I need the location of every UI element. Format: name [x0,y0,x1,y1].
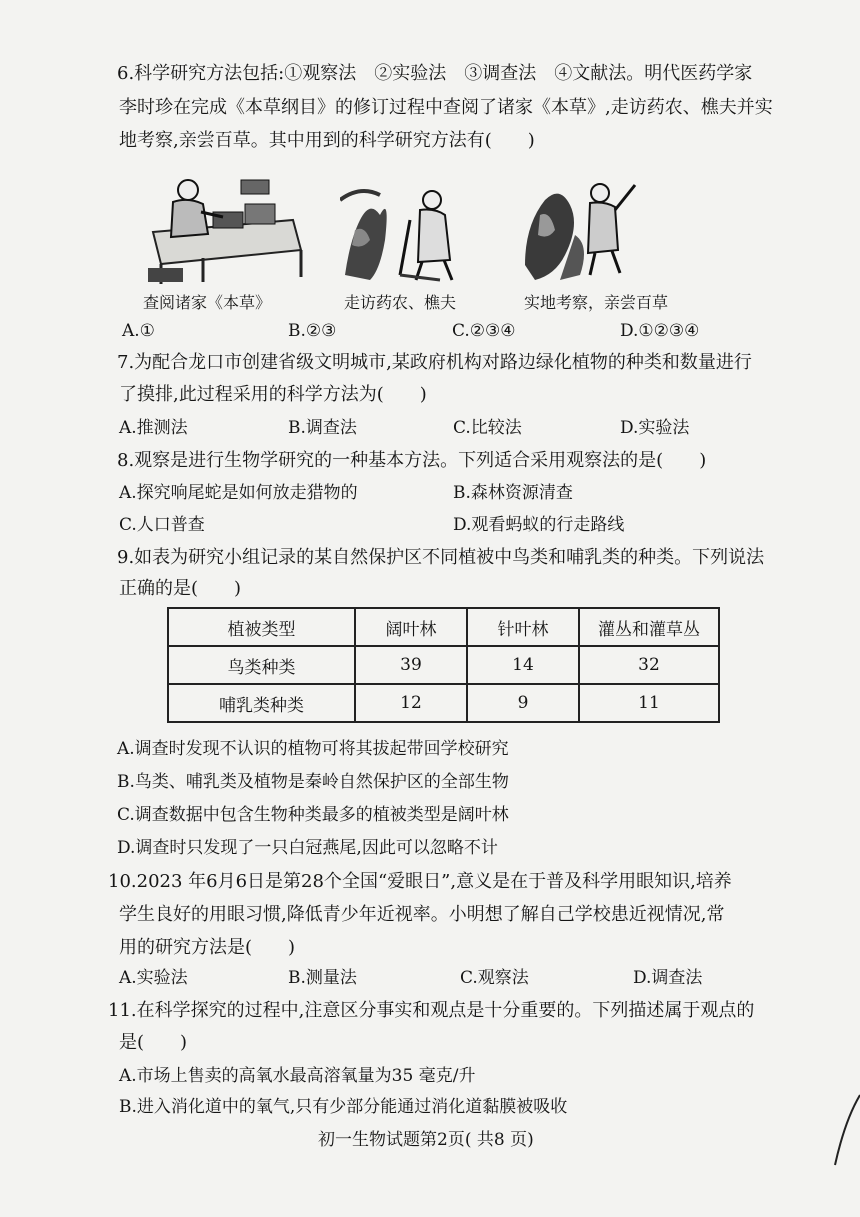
q6-caption-1: 查阅诸家《本草》 [143,293,272,312]
q11-line-1: 11.在科学探究的过程中,注意区分事实和观点是十分重要的。下列描述属于观点的 [108,1000,755,1021]
q9-option-b: B.鸟类、哺乳类及植物是秦岭自然保护区的全部生物 [117,772,509,792]
table-header-row [168,608,719,646]
table-cell: 32 [579,646,719,684]
q8-option-b: B.森林资源清查 [453,483,573,503]
q6-line-2: 李时珍在完成《本草纲目》的修订过程中查阅了诸家《本草》,走访药农、樵夫并实 [119,97,773,118]
q7-line-2: 了摸排,此过程采用的科学方法为( ) [119,384,427,405]
q6-option-a: A.① [122,321,155,341]
q10-option-c: C.观察法 [460,968,529,988]
table-row [168,684,719,722]
q10-option-b: B.测量法 [288,968,357,988]
q8-option-a: A.探究响尾蛇是如何放走猎物的 [119,483,358,503]
page-edge-mark [830,1090,860,1170]
q7-option-a: A.推测法 [119,418,188,438]
q11-option-b: B.进入消化道中的氧气,只有少部分能通过消化道黏膜被吸收 [119,1097,568,1117]
q6-option-c: C.②③④ [452,321,516,341]
q6-caption-3: 实地考察，亲尝百草 [524,293,669,312]
q11-line-2: 是( ) [119,1032,188,1053]
q6-line-3: 地考察,亲尝百草。其中用到的科学研究方法有( ) [119,130,535,151]
table-header-cell: 植被类型 [168,608,355,646]
table-cell: 鸟类种类 [168,646,355,684]
q10-option-d: D.调查法 [633,968,703,988]
q9-line-2: 正确的是( ) [119,578,242,599]
vegetation-species-table [167,607,720,723]
table-header-cell: 针叶林 [467,608,579,646]
q8-line-1: 8.观察是进行生物学研究的一种基本方法。下列适合采用观察法的是( ) [117,450,707,471]
field-survey-illustration [520,175,640,285]
table-cell: 14 [467,646,579,684]
q9-option-a: A.调查时发现不认识的植物可将其拔起带回学校研究 [117,739,509,759]
visiting-farmers-illustration [340,180,475,285]
q10-line-3: 用的研究方法是( ) [119,937,296,958]
q11-option-a: A.市场上售卖的高氧水最高溶氧量为35 毫克/升 [119,1066,476,1086]
table-cell: 哺乳类种类 [168,684,355,722]
q10-line-1: 10.2023 年6月6日是第28个全国“爱眼日”,意义是在于普及科学用眼知识,培养 [108,871,732,892]
q7-option-d: D.实验法 [620,418,690,438]
table-header-cell: 灌丛和灌草丛 [579,608,719,646]
table-cell: 9 [467,684,579,722]
q6-option-b: B.②③ [288,321,337,341]
table-row [168,646,719,684]
q9-option-c: C.调查数据中包含生物种类最多的植被类型是阔叶林 [117,805,509,825]
q10-line-2: 学生良好的用眼习惯,降低青少年近视率。小明想了解自己学校患近视情况,常 [119,904,725,925]
q6-option-d: D.①②③④ [620,321,700,341]
q9-line-1: 9.如表为研究小组记录的某自然保护区不同植被中鸟类和哺乳类的种类。下列说法 [117,547,765,568]
table-cell: 12 [355,684,467,722]
q10-option-a: A.实验法 [119,968,188,988]
q7-line-1: 7.为配合龙口市创建省级文明城市,某政府机构对路边绿化植物的种类和数量进行 [117,352,752,373]
table-cell: 39 [355,646,467,684]
q6-caption-2: 走访药农、樵夫 [344,293,457,312]
q7-option-b: B.调查法 [288,418,357,438]
reading-books-illustration [143,172,303,287]
q8-option-c: C.人口普查 [119,515,205,535]
table-cell: 11 [579,684,719,722]
q7-option-c: C.比较法 [453,418,522,438]
table-header-cell: 阔叶林 [355,608,467,646]
q9-option-d: D.调查时只发现了一只白冠燕尾,因此可以忽略不计 [117,838,498,858]
page-footer: 初一生物试题第2页( 共8 页) [318,1130,534,1150]
q6-line-1: 6.科学研究方法包括:①观察法 ②实验法 ③调查法 ④文献法。明代医药学家 [117,63,753,84]
q8-option-d: D.观看蚂蚁的行走路线 [453,515,625,535]
